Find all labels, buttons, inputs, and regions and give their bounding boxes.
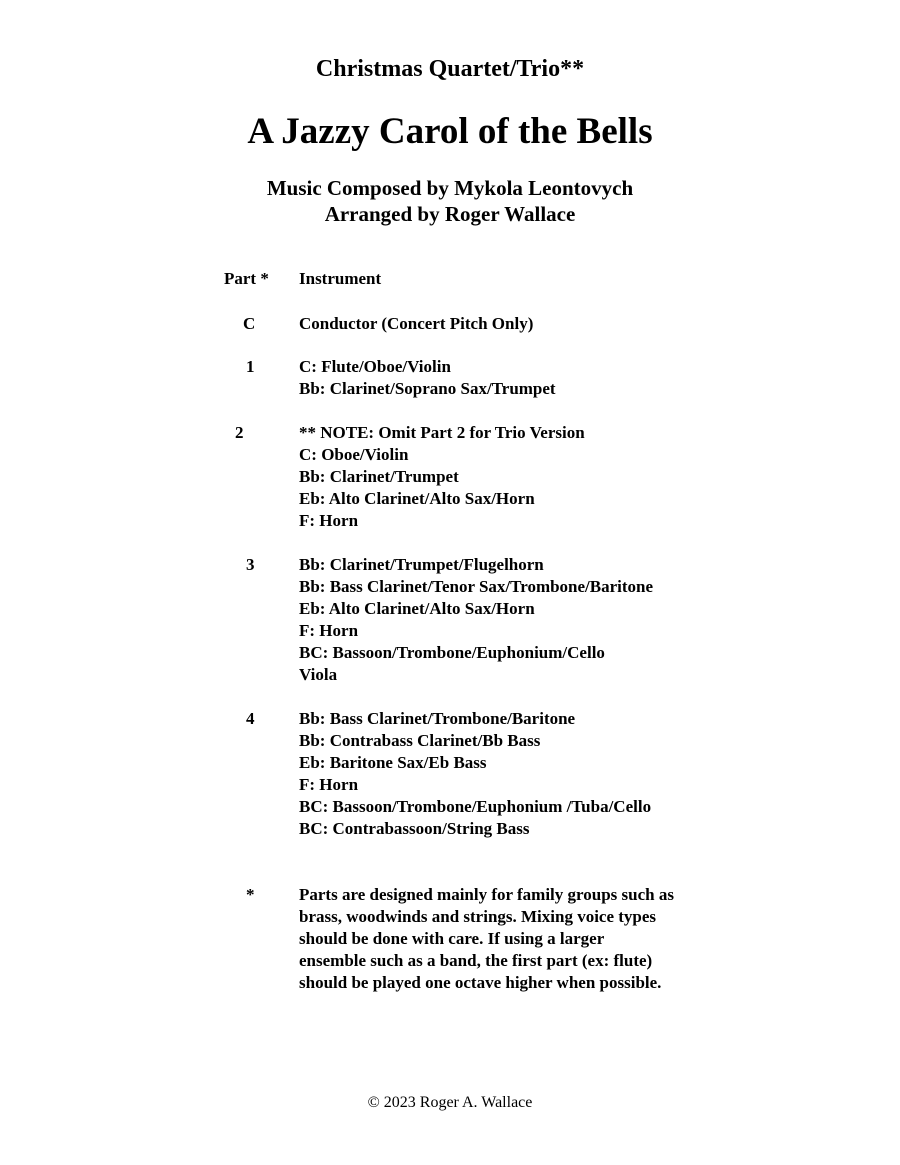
instrument-line: BC: Bassoon/Trombone/Euphonium /Tuba/Cello [299, 797, 652, 816]
footnote-marker: * [246, 885, 255, 904]
instrument-line: Bb: Clarinet/Trumpet/Flugelhorn [299, 555, 544, 574]
instrument-line: Bb: Contrabass Clarinet/Bb Bass [299, 731, 541, 750]
instrument-line: Bb: Clarinet/Trumpet [299, 467, 459, 486]
subtitle: Christmas Quartet/Trio** [315, 56, 585, 82]
instrument-list [299, 554, 653, 686]
part-label: 4 [246, 709, 255, 728]
instrument-line: Eb: Alto Clarinet/Alto Sax/Horn [299, 599, 535, 618]
instrument-line: Conductor (Concert Pitch Only) [299, 314, 534, 333]
page-title: A Jazzy Carol of the Bells [247, 111, 653, 152]
part-label: 2 [235, 423, 244, 442]
instrument-line: Eb: Alto Clarinet/Alto Sax/Horn [299, 489, 535, 508]
footnote-line: ensemble such as a band, the first part (ex: flute) [299, 951, 653, 970]
footnote-line: should be played one octave higher when possible. [299, 973, 662, 992]
footnote-line: Parts are designed mainly for family groups such as [299, 885, 674, 904]
instrument-line: BC: Contrabassoon/String Bass [299, 819, 530, 838]
part-label: 1 [246, 357, 255, 376]
instrument-list [299, 708, 651, 840]
arranger-credit: Arranged by Roger Wallace [324, 202, 576, 226]
instrument-line: C: Flute/Oboe/Violin [299, 357, 451, 376]
instrument-list [299, 356, 556, 400]
instrument-line: F: Horn [299, 511, 359, 530]
instrument-line: BC: Bassoon/Trombone/Euphonium/Cello [299, 643, 605, 662]
instrument-line: ** NOTE: Omit Part 2 for Trio Version [299, 423, 585, 442]
instrument-column-header: Instrument [299, 269, 382, 288]
instrument-line: Viola [299, 665, 338, 684]
footnote-text [299, 884, 674, 994]
instrument-line: Bb: Bass Clarinet/Trombone/Baritone [299, 709, 576, 728]
part-column-header: Part * [224, 269, 269, 288]
part-label: C [243, 314, 256, 333]
copyright-notice: © 2023 Roger A. Wallace [367, 1094, 533, 1111]
instrument-line: Eb: Baritone Sax/Eb Bass [299, 753, 487, 772]
instrument-line: F: Horn [299, 775, 359, 794]
footnote-line: should be done with care. If using a larger [299, 929, 605, 948]
instrument-list [299, 313, 533, 335]
part-label: 3 [246, 555, 255, 574]
footnote-line: brass, woodwinds and strings. Mixing voice types [299, 907, 657, 926]
instrument-line: Bb: Bass Clarinet/Tenor Sax/Trombone/Baritone [299, 577, 654, 596]
instrument-line: C: Oboe/Violin [299, 445, 409, 464]
instrument-line: Bb: Clarinet/Soprano Sax/Trumpet [299, 379, 556, 398]
instrument-line: F: Horn [299, 621, 359, 640]
composer-credit: Music Composed by Mykola Leontovych [266, 176, 634, 200]
instrument-list [299, 422, 585, 532]
